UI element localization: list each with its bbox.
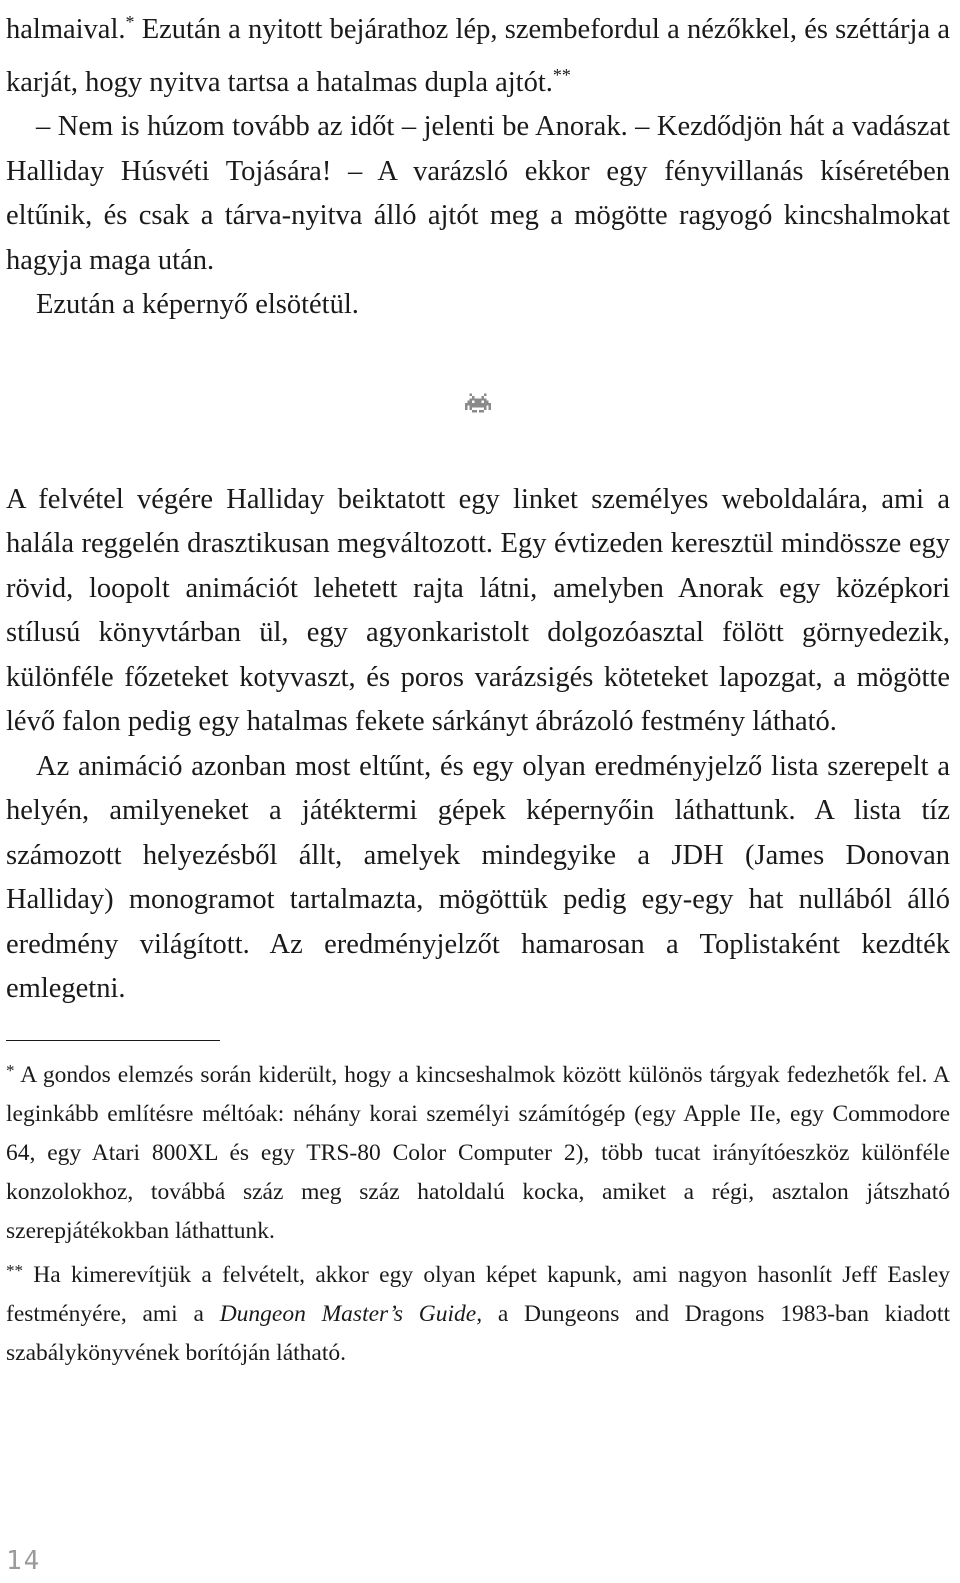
footnote-2: ** Ha kimerevítjük a felvételt, akkor egy olyan képet kapunk, ami nagyon hasonlít Jeff Easley festményére, ami a Dungeon Master’s Guide, a Dungeons and Dragons 1983-ban kiadott szabálykönyvének borítóján látható.: [6, 1260, 950, 1366]
section-break: [6, 328, 950, 478]
footnote-ref-1: *: [125, 12, 135, 32]
paragraph-2: – Nem is húzom tovább az időt – jelenti be Anorak. – Kezdődjön hát a vadászat Halliday Húsvéti Tojására! – A varázsló ekkor egy fényvillanás kíséretében eltűnik, és csak a tárva-nyitva álló ajtót meg a mögötte ragyogó kincshalmokat hagyja maga után.: [6, 111, 950, 276]
paragraph-3: Ezután a képernyő elsötétül.: [36, 289, 359, 320]
footnote-divider: [6, 1040, 220, 1041]
paragraph-4: A felvétel végére Halliday beiktatott egy linket személyes weboldalára, ami a halála reggelén drasztikusan megváltozott. Egy évtizeden keresztül mindössze egy rövid, loopolt animációt lehetett rajta látni, amelyben Anorak egy középkori stílusú könyvtárban ül, egy agyonkaristolt dolgozóasztal fölött görnyedezik, különféle főzeteket kotyvaszt, és poros varázsigés köteteket lapozgat, a mögötte lévő falon pedig egy hatalmas fekete sárkányt ábrázoló festmény látható.: [6, 483, 950, 737]
footnote-mark-2: **: [6, 1260, 23, 1280]
footnote-1: * A gondos elemzés során kiderült, hogy a kincseshalmok között különös tárgyak fedezhetők fel. A leginkább említésre méltóak: néhány korai személyi számítógép (egy Apple IIe, egy Commodore 64, egy Atari 800XL és egy TRS-80 Color Computer 2), több tucat irányítóeszköz különféle konzolokhoz, továbbá száz meg száz hatoldalú kocka, amiket a régi, asztalon játszható szerepjátékokban láthattunk.: [6, 1060, 950, 1244]
book-page: [6, 0, 950, 1373]
footnote-mark-1: *: [6, 1060, 15, 1080]
footnotes: [6, 1051, 950, 1373]
page-number: 14: [6, 1546, 42, 1576]
space-invader-icon: [465, 392, 491, 414]
paragraph-5: Az animáció azonban most eltűnt, és egy olyan eredményjelző lista szerepelt a helyén, amilyeneket a játéktermi gépek képernyőin láthattunk. A lista tíz számozott helyezésből állt, amelyek mindegyike a JDH (James Donovan Halliday) monogramot tartalmazta, mögöttük pedig egy-egy hat nullából álló eredmény világított. Az eredményjelzőt hamarosan a Toplistaként kezdték emlegetni.: [6, 750, 950, 1004]
book-title: Dungeon Master’s Guide,: [219, 1300, 483, 1327]
body-text-2: [6, 478, 950, 1012]
footnote-ref-2: **: [552, 64, 571, 85]
paragraph-1: halmaival.* Ezután a nyitott bejárathoz lép, szembefordul a nézőkkel, és széttárja a karját, hogy nyitva tartsa a hatalmas dupla ajtót.**: [6, 12, 950, 98]
body-text: [6, 0, 950, 328]
